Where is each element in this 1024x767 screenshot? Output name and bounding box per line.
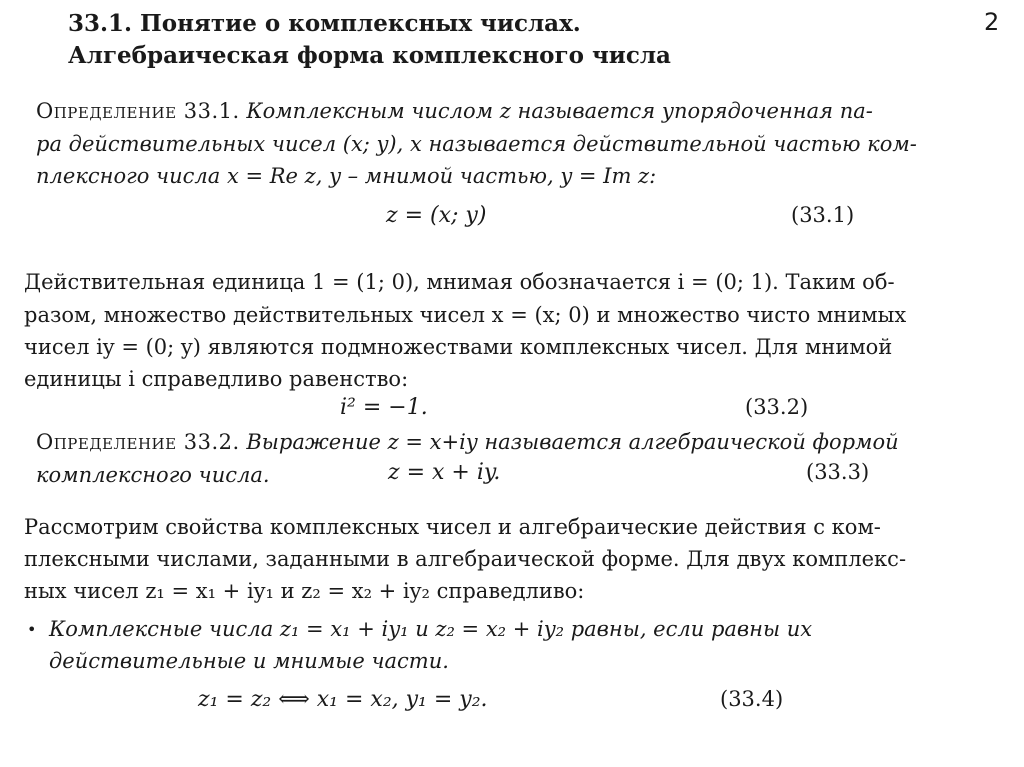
equation-33-1: z = (x; y) bbox=[386, 203, 487, 228]
bullet-1-line-2: действительные и мнимые части. bbox=[49, 649, 449, 673]
bullet-1-line-1: Комплексные числа z₁ = x₁ + iy₁ и z₂ = x₂ + iy₂ равны, если равны их bbox=[49, 617, 813, 641]
paragraph-1-line-4: единицы i справедливо равенство: bbox=[24, 367, 409, 391]
section-title-line-2: Алгебраическая форма комплексного числа bbox=[68, 42, 671, 69]
definition-1-label: Определение 33.1. bbox=[36, 99, 240, 123]
paragraph-1-line-2: разом, множество действительных чисел x = (x; 0) и множество чисто мнимых bbox=[24, 303, 907, 327]
paragraph-2-line-2: плексными числами, заданными в алгебраической форме. Для двух комплекс- bbox=[24, 547, 907, 571]
definition-1-line-1 bbox=[36, 96, 873, 126]
definition-2-line-1 bbox=[36, 427, 899, 457]
equation-number-33-1: (33.1) bbox=[791, 203, 855, 227]
definition-2-line-2: комплексного числа. bbox=[36, 463, 270, 487]
equation-number-33-2: (33.2) bbox=[745, 395, 809, 419]
definition-2-label: Определение 33.2. bbox=[36, 430, 240, 454]
paragraph-2-line-3: ных чисел z₁ = x₁ + iy₁ и z₂ = x₂ + iy₂ справедливо: bbox=[24, 579, 585, 603]
paragraph-1-line-1: Действительная единица 1 = (1; 0), мнимая обозначается i = (0; 1). Таким об- bbox=[24, 270, 895, 294]
paragraph-2-line-1: Рассмотрим свойства комплексных чисел и алгебраические действия с ком- bbox=[24, 515, 881, 539]
paragraph-1-line-3: чисел iy = (0; y) являются подмножествами комплексных чисел. Для мнимой bbox=[24, 335, 893, 359]
section-title-line-1: 33.1. Понятие о комплексных числах. bbox=[68, 10, 581, 37]
definition-1-line-2: ра действительных чисел (x; y), x называется действительной частью ком- bbox=[36, 132, 917, 156]
definition-1-line-1-text: Комплексным числом z называется упорядоченная па- bbox=[246, 99, 873, 123]
equation-33-4: z₁ = z₂ ⟺ x₁ = x₂, y₁ = y₂. bbox=[198, 687, 488, 712]
definition-2-line-1-text: Выражение z = x+iy называется алгебраической формой bbox=[246, 430, 899, 454]
equation-number-33-3: (33.3) bbox=[806, 460, 870, 484]
equation-33-3: z = x + iy. bbox=[388, 460, 501, 485]
equation-number-33-4: (33.4) bbox=[720, 687, 784, 711]
bullet-icon: • bbox=[27, 620, 37, 639]
page-number: 2 bbox=[984, 8, 1000, 36]
definition-1-line-3: плексного числа x = Re z, y – мнимой частью, y = Im z: bbox=[36, 164, 657, 188]
equation-33-2: i² = −1. bbox=[340, 395, 428, 420]
